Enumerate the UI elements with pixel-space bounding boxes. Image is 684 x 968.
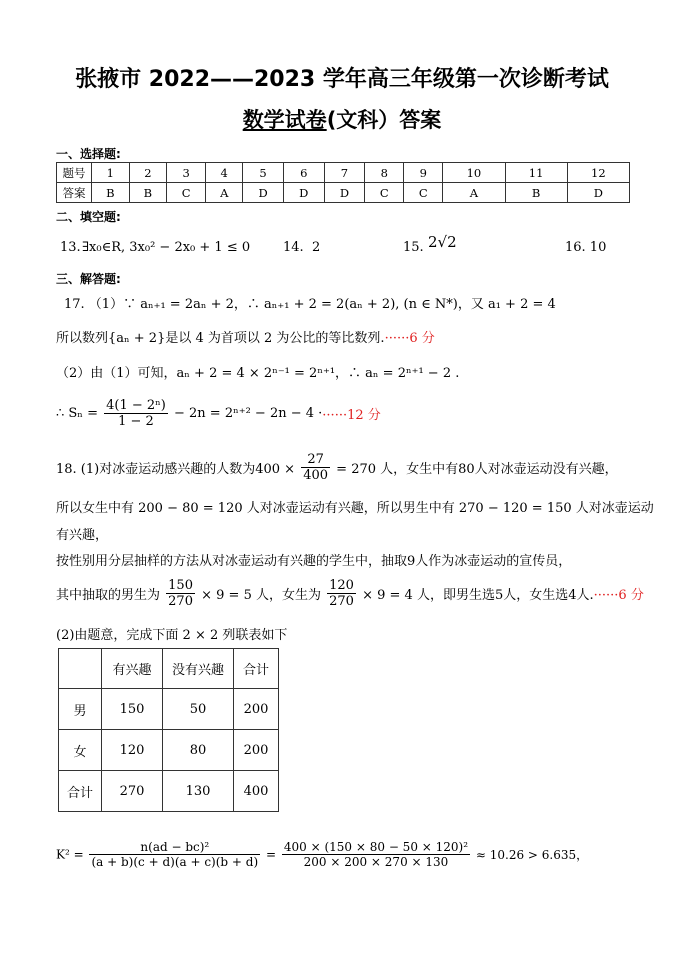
table-row [59,730,279,771]
q16-answer: 16. 10 [565,240,607,255]
sum-rest: − 2n = 2ⁿ⁺² − 2n − 4 · [174,406,323,421]
answer-table [56,162,630,203]
page-title: 张掖市 2022——2023 学年高三年级第一次诊断考试 [75,67,609,92]
q18-line3: 有兴趣， [56,528,109,543]
q18-line4: 按性别用分层抽样的方法从对冰壶运动有兴趣的学生中，抽取9人作为冰壶运动的宣传员， [56,554,572,569]
page-subtitle [0,104,684,134]
answer-cell: A [206,183,243,203]
question-number: 2 [129,163,167,183]
q17-line2 [56,327,435,346]
header-cell: 没有兴趣 [163,649,234,689]
question-number: 1 [92,163,130,183]
denominator: 400 [303,468,329,483]
q17-score-2: ······12 分 [322,408,381,423]
q18-line1 [56,452,618,483]
q18-line5-b: × 9 = 5 人，女生为 [201,588,321,603]
q18-line5-c: × 9 = 4 人，即男生选5人，女生选4人. [362,588,594,603]
question-number: 9 [404,163,443,183]
denominator: 270 [329,594,354,609]
q15-answer: 2√2 [428,233,457,251]
q14-answer: 2 [312,240,321,255]
table-cell: 女 [59,730,102,771]
question-number: 3 [167,163,206,183]
row-label: 题号 [57,163,92,183]
section1-heading: 一、选择题: [56,147,121,161]
k2-fraction-general [89,840,260,869]
contingency-table [58,648,279,812]
question-number: 5 [243,163,284,183]
table-row [59,771,279,812]
numerator: 120 [329,578,354,593]
k2-formula [56,840,588,869]
section3-heading: 三、解答题: [56,272,121,286]
header-cell: 有兴趣 [102,649,163,689]
q13-label: 13. [60,240,81,255]
q17-line2-text: 所以数列{aₙ + 2}是以 4 为首项以 2 为公比的等比数列. [56,331,385,346]
fraction-150-270 [166,578,195,609]
denominator: (a + b)(c + d)(a + c)(b + d) [91,855,259,869]
answer-cell: D [243,183,284,203]
table-cell: 200 [234,689,279,730]
table-header-row [59,649,279,689]
equals-sign: = [265,847,277,862]
table-cell: 150 [102,689,163,730]
numerator: 400 × (150 × 80 − 50 × 120)² [283,840,469,854]
denominator: 270 [168,594,193,609]
answer-cell: C [365,183,404,203]
subtitle-rest: (文科）答案 [326,108,442,132]
q18-score-1: ······6 分 [593,588,644,603]
q18-line5 [56,578,644,609]
question-number: 12 [567,163,629,183]
q13-answer: ∃x₀∈R, 3x₀² − 2x₀ + 1 ≤ 0 [82,240,251,255]
q17-line1: 17. （1）∵ aₙ₊₁ = 2aₙ + 2，∴ aₙ₊₁ + 2 = 2(aₙ + 2), (n ∈ N*)，又 a₁ + 2 = 4 [64,297,556,312]
sum-fraction [104,398,168,429]
sum-denominator: 1 − 2 [118,414,154,429]
section2-heading: 二、填空题: [56,210,121,224]
numerator: 27 [301,452,330,468]
answer-cell: C [167,183,206,203]
table-cell: 男 [59,689,102,730]
numerator: n(ad − bc)² [89,840,260,855]
table-cell: 200 [234,730,279,771]
k2-label: K² = [56,847,84,862]
question-number: 4 [206,163,243,183]
k2-fraction-values [282,840,470,869]
answer-cell: D [567,183,629,203]
q15-label: 15. [403,240,424,255]
q17-sum [56,398,381,429]
answer-table-number-row [57,163,630,183]
q17-score-1: ······6 分 [384,331,435,346]
table-row [59,689,279,730]
row-label: 答案 [57,183,92,203]
fraction-120-270 [327,578,356,609]
subtitle-underlined: 数学试卷 [242,108,327,132]
table-cell: 合计 [59,771,102,812]
q18-line5-a: 其中抽取的男生为 [56,588,161,603]
denominator: 200 × 200 × 270 × 130 [303,855,449,869]
q18-line1-b: = 270 人，女生中有80人对冰壶运动没有兴趣， [336,462,618,477]
q18-line6: (2)由题意，完成下面 2 × 2 列联表如下 [56,628,288,643]
answer-table-answer-row [57,183,630,203]
table-cell: 130 [163,771,234,812]
table-cell: 120 [102,730,163,771]
sum-prefix: ∴ Sₙ = [56,406,98,421]
table-cell: 270 [102,771,163,812]
table-cell: 50 [163,689,234,730]
table-cell: 400 [234,771,279,812]
q14-label: 14. [283,240,304,255]
question-number: 11 [505,163,567,183]
answer-cell: C [404,183,443,203]
q18-fraction-27-400 [301,452,330,483]
question-number: 10 [443,163,505,183]
question-number: 7 [324,163,365,183]
answer-cell: B [129,183,167,203]
question-number: 8 [365,163,404,183]
table-cell: 80 [163,730,234,771]
q18-line1-a: 18. (1)对冰壶运动感兴趣的人数为400 × [56,462,296,477]
header-cell: 合计 [234,649,279,689]
answer-cell: B [505,183,567,203]
answer-cell: A [443,183,505,203]
k2-result: ≈ 10.26 > 6.635， [475,848,589,862]
q17-line3: （2）由（1）可知，aₙ + 2 = 4 × 2ⁿ⁻¹ = 2ⁿ⁺¹，∴ aₙ = 2ⁿ⁺¹ − 2 . [56,366,460,381]
q18-line2: 所以女生中有 200 − 80 = 120 人对冰壶运动有兴趣，所以男生中有 270 − 120 = 150 人对冰壶运动 [56,501,654,516]
numerator: 150 [168,578,193,593]
sum-numerator: 4(1 − 2ⁿ) [106,398,166,413]
answer-cell: D [283,183,324,203]
header-cell [59,649,102,689]
answer-cell: D [324,183,365,203]
question-number: 6 [283,163,324,183]
answer-cell: B [92,183,130,203]
